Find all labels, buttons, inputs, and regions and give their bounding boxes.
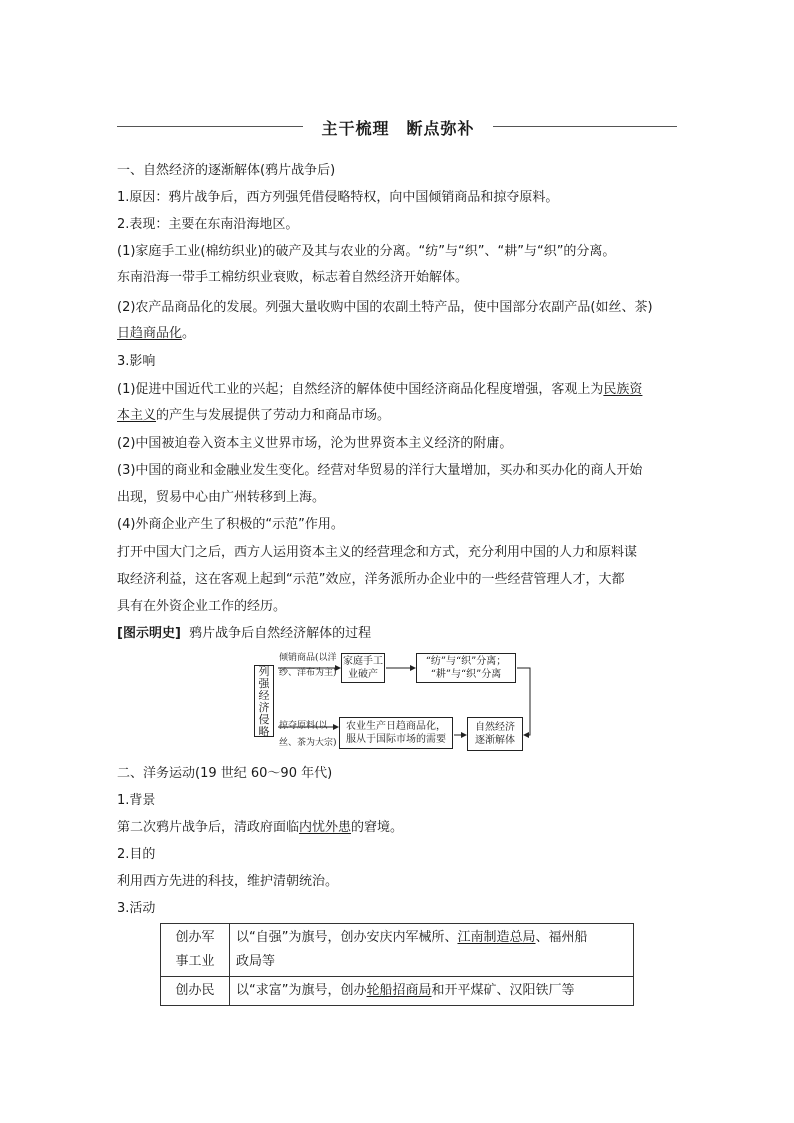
box-line: 自然经济 (475, 722, 515, 733)
label-dumping-goods (279, 653, 337, 679)
box-char: 侵 (258, 713, 270, 726)
activities-table (160, 923, 634, 1006)
box-line: 服从于国际市场的需要 (346, 734, 446, 745)
cell-line: 事工业 (175, 954, 215, 969)
influence1-line1 (117, 381, 642, 399)
cell-text: 以“求富”为旗号，创办 (236, 983, 367, 998)
point2-line2 (117, 325, 195, 343)
paragraph-line2: 取经济利益，这在客观上起到“示范”效应，洋务派所办企业中的一些经营管理人才，大都 (117, 572, 625, 587)
influence2: (2)中国被迫卷入资本主义世界市场，沦为世界资本主义经济的附庸。 (117, 436, 513, 451)
section2-heading: 二、洋务运动(19 世纪 60～90 年代) (117, 766, 333, 781)
box-separation (416, 653, 516, 683)
cell-line: 创办军 (175, 930, 215, 945)
title-rule-left (117, 126, 303, 127)
background-title: 1.背景 (117, 793, 156, 808)
box-line: 业破产 (348, 669, 378, 680)
influence1-line2 (117, 407, 390, 425)
label-line: 丝、茶为大宗) (279, 738, 337, 748)
point1-line2: 东南沿海一带手工棉纺织业衰败，标志着自然经济开始解体。 (117, 270, 469, 285)
paragraph-line3: 具有在外资企业工作的经历。 (117, 599, 287, 614)
label-line: 倾销商品(以洋 (279, 653, 337, 663)
underlined-term: 轮船招商局 (366, 983, 432, 998)
figure-title: 鸦片战争后自然经济解体的过程 (189, 626, 372, 641)
box-line: “纺”与“织”分离； (425, 656, 507, 667)
label-line: 纱、洋布为主) (279, 668, 337, 678)
underlined-term: 日趋商品化 (117, 326, 183, 341)
influence-heading: 3.影响 (117, 354, 156, 369)
cell-text: 和开平煤矿、汉阳铁厂等 (431, 983, 575, 998)
background-text-b: 的窘境。 (351, 820, 404, 835)
underlined-term: 江南制造总局 (457, 930, 536, 945)
box-char: 列 (258, 665, 270, 678)
background-text-a: 第二次鸦片战争后，清政府面临 (117, 820, 300, 835)
cell-text: 以“自强”为旗号，创办安庆内军械所、 (236, 930, 458, 945)
influence3-line1: (3)中国的商业和金融业发生变化。经营对华贸易的洋行大量增加，买办和买办化的商人开始 (117, 463, 643, 478)
box-line: 逐渐解体 (475, 735, 515, 746)
table-cell-military-content (230, 924, 634, 977)
table-cell-civil: 创办民 (161, 977, 230, 1006)
box-char: 济 (258, 701, 270, 714)
section1-heading: 一、自然经济的逐渐解体(鸦片战争后) (117, 163, 336, 178)
box-char: 强 (258, 677, 270, 690)
box-char: 经 (258, 689, 270, 702)
activity-title: 3.活动 (117, 901, 156, 916)
figure-tag: [图示明史] (117, 626, 181, 641)
box-line: 家庭手工 (343, 656, 383, 667)
influence3-line2: 出现，贸易中心由广州转移到上海。 (117, 490, 326, 505)
point2-line2-end: 。 (182, 326, 196, 341)
page-title: 主干梳理 断点弥补 (321, 119, 475, 138)
underlined-term: 内忧外患 (299, 820, 352, 835)
section-title-row (117, 116, 677, 138)
title-rule-right (493, 126, 677, 127)
cell-line (236, 926, 627, 950)
goal-text: 利用西方先进的科技，维护清朝统治。 (117, 874, 339, 889)
manifest-text: 2.表现：主要在东南沿海地区。 (117, 217, 299, 232)
background-text (117, 819, 403, 837)
influence4: (4)外商企业产生了积极的“示范”作用。 (117, 517, 344, 532)
influence1-text-end: 的产生与发展提供了劳动力和商品市场。 (156, 408, 391, 423)
point2-line1: (2)农产品商品化的发展。列强大量收购中国的农副土特产品，使中国部分农副产品(如丝、茶) (117, 300, 653, 315)
box-powers-aggression (254, 665, 274, 737)
figure-caption (117, 625, 371, 643)
underlined-term: 民族资 (603, 382, 643, 397)
table-row (161, 924, 634, 977)
table-cell-civil-content (230, 977, 634, 1006)
point1-line1: (1)家庭手工业(棉纺织业)的破产及其与农业的分离。“纺”与“织”、“耕”与“织”的分离。 (117, 244, 616, 259)
flow-diagram (254, 651, 544, 755)
table-cell-military (161, 924, 230, 977)
goal-title: 2.目的 (117, 847, 156, 862)
box-char: 略 (258, 725, 270, 738)
box-line: 农业生产日趋商品化， (346, 721, 446, 732)
box-handcraft-bankrupt (341, 653, 385, 683)
box-agri-commercialization (339, 717, 453, 749)
cell-text: 、福州船 (535, 930, 588, 945)
underlined-term: 本主义 (117, 408, 157, 423)
table-row (161, 977, 634, 1006)
cause-text: 1.原因：鸦片战争后，西方列强凭借侵略特权，向中国倾销商品和掠夺原料。 (117, 190, 559, 205)
label-plunder-materials (279, 721, 337, 749)
box-line: “耕”与“织”分离 (430, 669, 502, 680)
label-line: 掠夺原料(以 (279, 721, 328, 731)
influence1-text: (1)促进中国近代工业的兴起；自然经济的解体使中国经济商品化程度增强，客观上为 (117, 382, 604, 397)
paragraph-line1: 打开中国大门之后，西方人运用资本主义的经营理念和方式，充分利用中国的人力和原料谋 (117, 545, 638, 560)
box-natural-economy-collapse (467, 717, 523, 751)
cell-line: 政局等 (236, 954, 276, 969)
